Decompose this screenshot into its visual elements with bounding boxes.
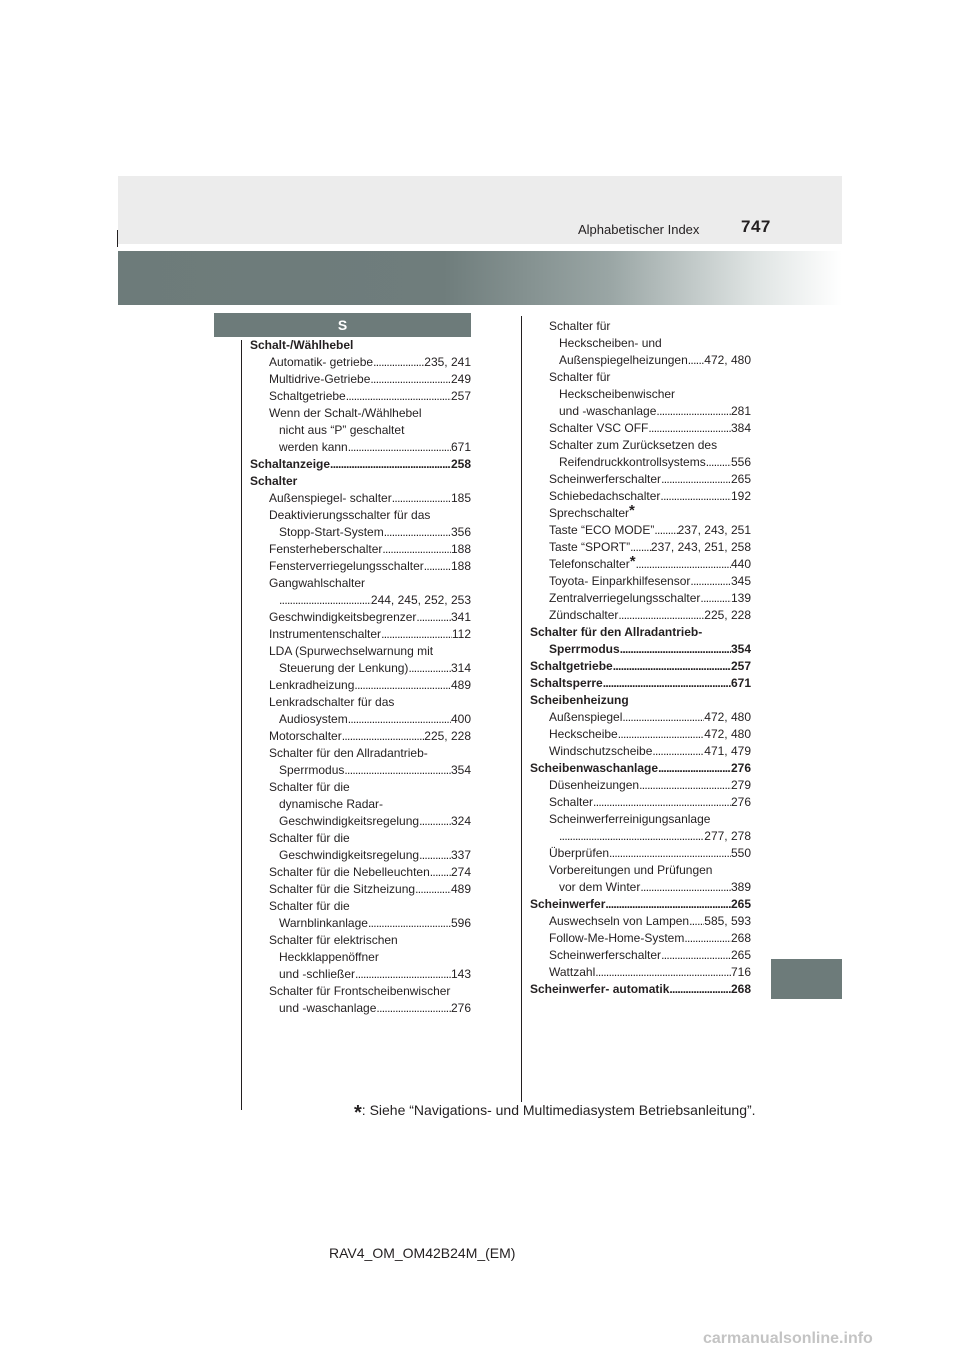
index-entry-page: 188 bbox=[450, 542, 471, 556]
index-entry-term: und -waschanlage bbox=[559, 404, 657, 418]
index-entry-page: 354 bbox=[730, 642, 751, 656]
index-entry-page: 188 bbox=[450, 559, 471, 573]
index-entry-term: Scheibenheizung bbox=[530, 693, 629, 707]
index-entry-term: Scheinwerferschalter bbox=[549, 948, 662, 962]
index-entry-page: 192 bbox=[730, 489, 751, 503]
leader-dots bbox=[658, 760, 731, 777]
crop-mark bbox=[117, 230, 118, 247]
index-entry-page: 489 bbox=[450, 678, 471, 692]
index-entry-term: Schalt-/Wählhebel bbox=[250, 338, 354, 352]
index-entry bbox=[530, 862, 751, 879]
index-entry bbox=[530, 964, 751, 981]
index-entry-term: Schaltanzeige bbox=[250, 457, 331, 471]
index-entry-term: werden kann bbox=[279, 440, 348, 454]
index-entry bbox=[530, 930, 751, 947]
index-entry-page: 225, 228 bbox=[424, 729, 471, 743]
leader-dots bbox=[344, 762, 451, 779]
index-entry bbox=[530, 437, 751, 454]
index-entry bbox=[250, 983, 471, 1000]
leader-dots bbox=[424, 558, 451, 575]
leader-dots bbox=[613, 658, 731, 675]
leader-dots bbox=[430, 864, 451, 881]
index-entry-page: 550 bbox=[730, 846, 751, 860]
index-entry bbox=[530, 777, 751, 794]
index-entry-page: 139 bbox=[730, 591, 751, 605]
index-entry bbox=[250, 694, 471, 711]
index-entry bbox=[250, 371, 471, 388]
leader-dots bbox=[640, 879, 731, 896]
index-entry bbox=[250, 490, 471, 507]
index-entry bbox=[250, 677, 471, 694]
index-entry-page: 185 bbox=[450, 491, 471, 505]
index-entry bbox=[530, 471, 751, 488]
index-entry-page: 585, 593 bbox=[704, 914, 751, 928]
leader-dots bbox=[368, 915, 451, 932]
index-entry-term: Fensterverriegelungsschalter bbox=[269, 559, 424, 573]
leader-dots bbox=[342, 728, 425, 745]
leader-dots bbox=[408, 660, 451, 677]
index-entry-term: Schiebedachschalter bbox=[549, 489, 661, 503]
index-entry-term: Wenn der Schalt-/Wählhebel bbox=[269, 406, 422, 420]
leader-dots bbox=[415, 881, 451, 898]
leader-dots bbox=[381, 626, 452, 643]
index-entry-page: 354 bbox=[450, 763, 471, 777]
leader-dots bbox=[618, 607, 704, 624]
index-entry-term: Schaltgetriebe bbox=[269, 389, 346, 403]
leader-dots bbox=[654, 522, 677, 539]
index-entry-term: Schaltsperre bbox=[530, 676, 603, 690]
index-entry-term: Warnblinkanlage bbox=[279, 916, 368, 930]
index-entry-page: 489 bbox=[450, 882, 471, 896]
index-entry-term: Fensterheberschalter bbox=[269, 542, 383, 556]
index-entry-page: 265 bbox=[730, 948, 751, 962]
index-entry-page: 671 bbox=[450, 440, 471, 454]
index-entry-page: 268 bbox=[730, 931, 751, 945]
index-entry-page: 341 bbox=[450, 610, 471, 624]
index-entry-term: Taste “SPORT” bbox=[549, 540, 631, 554]
index-entry-page: 279 bbox=[730, 778, 751, 792]
index-entry-term: Außenspiegelheizungen bbox=[559, 353, 688, 367]
index-entry bbox=[530, 692, 751, 709]
index-entry bbox=[530, 913, 751, 930]
index-entry-term: nicht aus “P” geschaltet bbox=[279, 423, 405, 437]
index-entry-page: 276 bbox=[450, 1001, 471, 1015]
index-entry-term: Scheibenwaschanlage bbox=[530, 761, 659, 775]
index-entry-term: LDA (Spurwechselwarnung mit bbox=[269, 644, 434, 658]
leader-dots bbox=[652, 743, 704, 760]
index-entry-page: 249 bbox=[450, 372, 471, 386]
index-entry bbox=[250, 524, 471, 541]
index-entry-term: Sperrmodus bbox=[549, 642, 620, 656]
index-entry-term: Schalter zum Zurücksetzen des bbox=[549, 438, 718, 452]
index-entry bbox=[530, 828, 751, 845]
index-entry-term: Toyota- Einparkhilfesensor bbox=[549, 574, 691, 588]
index-entry-term: Gangwahlschalter bbox=[269, 576, 366, 590]
section-title: Alphabetischer Index bbox=[578, 222, 700, 237]
index-entry-term: Heckscheibe bbox=[549, 727, 618, 741]
index-entry bbox=[530, 794, 751, 811]
index-entry-term: Sprechschalter bbox=[549, 506, 630, 520]
index-entry bbox=[250, 337, 471, 354]
index-entry-page: 345 bbox=[730, 574, 751, 588]
leader-dots bbox=[355, 966, 451, 983]
index-entry bbox=[530, 658, 751, 675]
index-entry bbox=[530, 488, 751, 505]
index-entry-page: 237, 243, 251, 258 bbox=[650, 540, 751, 554]
leader-dots bbox=[700, 590, 731, 607]
index-entry-page: 265 bbox=[730, 472, 751, 486]
index-entry bbox=[530, 553, 751, 573]
header-gradient-bar bbox=[118, 251, 842, 305]
index-entry bbox=[250, 711, 471, 728]
leader-dots bbox=[648, 420, 731, 437]
index-entry-page: 281 bbox=[730, 404, 751, 418]
leader-dots bbox=[690, 573, 731, 590]
footnote-text: : Siehe “Navigations- und Multimediasystem Betriebsanleitung”. bbox=[361, 1102, 756, 1118]
index-entry bbox=[250, 473, 471, 490]
index-entry-term: Scheinwerfer bbox=[530, 897, 606, 911]
leader-dots bbox=[279, 592, 371, 609]
index-entry bbox=[530, 539, 751, 556]
index-entry-term: Schalter für bbox=[549, 319, 611, 333]
index-entry-page: 337 bbox=[450, 848, 471, 862]
index-entry-page: 265 bbox=[730, 897, 751, 911]
index-entry-term: Zündschalter bbox=[549, 608, 619, 622]
index-entry bbox=[250, 660, 471, 677]
index-entry-term: Schalter VSC OFF bbox=[549, 421, 649, 435]
index-entry-page: 257 bbox=[730, 659, 751, 673]
index-entry bbox=[250, 932, 471, 949]
index-entry bbox=[530, 845, 751, 862]
leader-dots bbox=[684, 930, 731, 947]
index-entry-page: 314 bbox=[450, 661, 471, 675]
index-entry bbox=[530, 318, 751, 335]
footnote-asterisk: * bbox=[354, 1102, 362, 1124]
index-entry bbox=[250, 966, 471, 983]
watermark: carmanualsonline.info bbox=[703, 1330, 873, 1347]
index-entry bbox=[530, 573, 751, 590]
index-entry bbox=[250, 592, 471, 609]
index-entry bbox=[530, 743, 751, 760]
index-entry-page: 244, 245, 252, 253 bbox=[370, 593, 471, 607]
leader-dots bbox=[603, 675, 731, 692]
index-entry bbox=[250, 609, 471, 626]
index-entry-page: 258 bbox=[450, 457, 471, 471]
index-entry-page: 440 bbox=[730, 557, 751, 571]
page-number: 747 bbox=[741, 217, 771, 236]
index-entry bbox=[530, 522, 751, 539]
index-entry-page: 356 bbox=[450, 525, 471, 539]
index-entry-term: Schalter für elektrischen bbox=[269, 933, 398, 947]
index-entry-term: Deaktivierungsschalter für das bbox=[269, 508, 431, 522]
index-entry bbox=[250, 898, 471, 915]
index-entry bbox=[250, 354, 471, 371]
index-entry bbox=[530, 624, 751, 641]
leader-dots bbox=[392, 490, 451, 507]
index-entry-page: 389 bbox=[730, 880, 751, 894]
footnote bbox=[354, 1098, 756, 1124]
index-entry-page: 225, 228 bbox=[704, 608, 751, 622]
index-entry-term: Reifendruckkontrollsystems bbox=[559, 455, 706, 469]
index-entry bbox=[530, 369, 751, 386]
index-entry-term: Schalter für die bbox=[269, 831, 350, 845]
index-entry-term: Scheinwerfer- automatik bbox=[530, 982, 670, 996]
index-entry bbox=[530, 420, 751, 437]
index-entry-term: Außenspiegel bbox=[549, 710, 623, 724]
index-entry-term: Instrumentenschalter bbox=[269, 627, 382, 641]
leader-dots bbox=[661, 947, 731, 964]
index-entry-page: 671 bbox=[730, 676, 751, 690]
index-entry bbox=[250, 575, 471, 592]
index-entry-term: Lenkradheizung bbox=[269, 678, 355, 692]
index-entry-term: Lenkradschalter für das bbox=[269, 695, 395, 709]
index-entry-term: Schalter für bbox=[549, 370, 611, 384]
index-column-right bbox=[530, 318, 751, 998]
index-entry bbox=[250, 881, 471, 898]
index-entry bbox=[250, 1000, 471, 1017]
index-entry bbox=[250, 847, 471, 864]
index-entry bbox=[250, 405, 471, 422]
index-entry bbox=[250, 915, 471, 932]
index-entry bbox=[530, 335, 751, 352]
index-entry-page: 143 bbox=[450, 967, 471, 981]
index-entry-page: 112 bbox=[451, 627, 471, 641]
index-entry-term: Heckscheiben- und bbox=[559, 336, 662, 350]
index-entry bbox=[530, 454, 751, 471]
leader-dots bbox=[346, 388, 451, 405]
leader-dots bbox=[384, 524, 451, 541]
index-entry-page: 277, 278 bbox=[704, 829, 751, 843]
index-entry bbox=[250, 456, 471, 473]
index-entry-term: Schalter für Frontscheibenwischer bbox=[269, 984, 451, 998]
index-entry-term: Schalter für den Allradantrieb- bbox=[269, 746, 428, 760]
index-entry bbox=[250, 422, 471, 439]
index-entry-page: 276 bbox=[730, 795, 751, 809]
index-entry-page: 400 bbox=[450, 712, 471, 726]
index-entry-term: Geschwindigkeitsregelung bbox=[279, 814, 420, 828]
column-divider-middle bbox=[521, 316, 522, 1102]
index-entry bbox=[530, 590, 751, 607]
index-entry bbox=[250, 949, 471, 966]
index-entry bbox=[250, 558, 471, 575]
leader-dots bbox=[688, 352, 705, 369]
index-entry-term: Heckscheibenwischer bbox=[559, 387, 676, 401]
index-entry-term: Wattzahl bbox=[549, 965, 596, 979]
index-entry-page: 596 bbox=[450, 916, 471, 930]
index-entry-page: 235, 241 bbox=[424, 355, 471, 369]
index-entry bbox=[530, 607, 751, 624]
index-entry-term: Schalter bbox=[549, 795, 594, 809]
index-entry-term: Schaltgetriebe bbox=[530, 659, 613, 673]
index-entry bbox=[530, 641, 751, 658]
leader-dots bbox=[605, 896, 731, 913]
leader-dots bbox=[636, 556, 731, 573]
leader-dots bbox=[618, 726, 705, 743]
index-entry bbox=[250, 388, 471, 405]
leader-dots bbox=[706, 454, 731, 471]
index-entry-term: Telefonschalter bbox=[549, 557, 630, 571]
index-entry-term: Steuerung der Lenkung) bbox=[279, 661, 409, 675]
index-entry-page: 276 bbox=[730, 761, 751, 775]
leader-dots bbox=[595, 964, 731, 981]
index-entry-term: Schalter bbox=[250, 474, 298, 488]
index-entry-term: Stopp-Start-System bbox=[279, 525, 384, 539]
index-entry bbox=[250, 439, 471, 456]
index-entry-term: Scheinwerferreinigungsanlage bbox=[549, 812, 711, 826]
leader-dots bbox=[419, 847, 451, 864]
index-entry bbox=[530, 726, 751, 743]
index-entry-term: Schalter für die bbox=[269, 899, 350, 913]
index-entry-term: Motorschalter bbox=[269, 729, 342, 743]
footnote-marker: * bbox=[629, 553, 636, 570]
index-entry bbox=[250, 745, 471, 762]
index-entry-page: 472, 480 bbox=[704, 353, 751, 367]
leader-dots bbox=[660, 488, 731, 505]
index-entry bbox=[250, 813, 471, 830]
index-entry-term: Vorbereitungen und Prüfungen bbox=[549, 863, 713, 877]
leader-dots bbox=[330, 456, 451, 473]
index-entry-term: Düsenheizungen bbox=[549, 778, 640, 792]
index-entry-term: Audiosystem bbox=[279, 712, 348, 726]
index-entry bbox=[530, 811, 751, 828]
index-entry-term: Scheinwerferschalter bbox=[549, 472, 662, 486]
index-entry bbox=[250, 796, 471, 813]
index-entry bbox=[530, 709, 751, 726]
index-entry-term: Automatik- getriebe bbox=[269, 355, 374, 369]
leader-dots bbox=[348, 439, 451, 456]
index-entry-term: Windschutzscheibe bbox=[549, 744, 653, 758]
index-entry bbox=[530, 352, 751, 369]
index-entry-term: Follow-Me-Home-System bbox=[549, 931, 685, 945]
leader-dots bbox=[373, 354, 424, 371]
leader-dots bbox=[559, 828, 704, 845]
leader-dots bbox=[620, 641, 731, 658]
chapter-tab bbox=[771, 959, 842, 999]
index-entry-page: 384 bbox=[730, 421, 751, 435]
index-entry bbox=[250, 541, 471, 558]
leader-dots bbox=[593, 794, 731, 811]
index-entry bbox=[250, 864, 471, 881]
index-entry-term: Außenspiegel- schalter bbox=[269, 491, 392, 505]
index-entry-term: Zentralverriegelungsschalter bbox=[549, 591, 701, 605]
index-entry-page: 324 bbox=[450, 814, 471, 828]
index-entry-term: Auswechseln von Lampen bbox=[549, 914, 690, 928]
index-entry-term: dynamische Radar- bbox=[279, 797, 384, 811]
leader-dots bbox=[639, 777, 731, 794]
index-entry-term: vor dem Winter bbox=[559, 880, 641, 894]
document-code: RAV4_OM_OM42B24M_(EM) bbox=[329, 1245, 516, 1261]
index-entry bbox=[530, 947, 751, 964]
index-entry-term: Schalter für die Nebelleuchten bbox=[269, 865, 430, 879]
index-entry-page: 471, 479 bbox=[704, 744, 751, 758]
leader-dots bbox=[656, 403, 731, 420]
index-entry-term: Schalter für den Allradantrieb- bbox=[530, 625, 703, 639]
index-entry-term: Taste “ECO MODE” bbox=[549, 523, 655, 537]
leader-dots bbox=[370, 371, 451, 388]
column-divider-left bbox=[241, 340, 242, 1110]
index-entry-page: 274 bbox=[450, 865, 471, 879]
index-entry-page: 237, 243, 251 bbox=[677, 523, 751, 537]
leader-dots bbox=[419, 813, 451, 830]
index-entry bbox=[530, 502, 751, 522]
index-entry-page: 257 bbox=[450, 389, 471, 403]
index-entry bbox=[250, 643, 471, 660]
letter-section-header: S bbox=[214, 313, 471, 337]
index-entry-page: 472, 480 bbox=[704, 710, 751, 724]
index-entry bbox=[530, 981, 751, 998]
leader-dots bbox=[609, 845, 731, 862]
index-entry bbox=[530, 760, 751, 777]
leader-dots bbox=[348, 711, 451, 728]
index-column-left bbox=[250, 337, 471, 1017]
index-entry-term: und -schließer bbox=[279, 967, 356, 981]
index-entry-term: und -waschanlage bbox=[279, 1001, 377, 1015]
header-band bbox=[118, 176, 842, 244]
index-entry bbox=[530, 879, 751, 896]
index-entry-term: Schalter für die Sitzheizung bbox=[269, 882, 416, 896]
index-entry bbox=[530, 403, 751, 420]
index-entry bbox=[250, 728, 471, 745]
index-entry bbox=[250, 830, 471, 847]
leader-dots bbox=[689, 913, 704, 930]
leader-dots bbox=[669, 981, 731, 998]
index-entry bbox=[530, 675, 751, 692]
footnote-marker: * bbox=[629, 502, 635, 519]
index-entry-term: Geschwindigkeitsregelung bbox=[279, 848, 420, 862]
leader-dots bbox=[622, 709, 704, 726]
index-entry bbox=[250, 507, 471, 524]
index-entry-page: 268 bbox=[730, 982, 751, 996]
leader-dots bbox=[354, 677, 451, 694]
leader-dots bbox=[661, 471, 731, 488]
index-entry-term: Geschwindigkeitsbegrenzer bbox=[269, 610, 417, 624]
index-entry-term: Schalter für die bbox=[269, 780, 350, 794]
index-entry bbox=[250, 762, 471, 779]
leader-dots bbox=[382, 541, 451, 558]
index-entry bbox=[530, 386, 751, 403]
index-entry-term: Heckklappenöffner bbox=[279, 950, 379, 964]
index-entry-page: 716 bbox=[730, 965, 751, 979]
leader-dots bbox=[416, 609, 451, 626]
index-entry-page: 472, 480 bbox=[704, 727, 751, 741]
index-entry-term: Sperrmodus bbox=[279, 763, 345, 777]
index-entry-term: Überprüfen bbox=[549, 846, 610, 860]
index-entry bbox=[530, 896, 751, 913]
index-entry bbox=[250, 779, 471, 796]
leader-dots bbox=[376, 1000, 451, 1017]
index-entry bbox=[250, 626, 471, 643]
index-entry-page: 556 bbox=[730, 455, 751, 469]
index-entry-term: Multidrive-Getriebe bbox=[269, 372, 371, 386]
